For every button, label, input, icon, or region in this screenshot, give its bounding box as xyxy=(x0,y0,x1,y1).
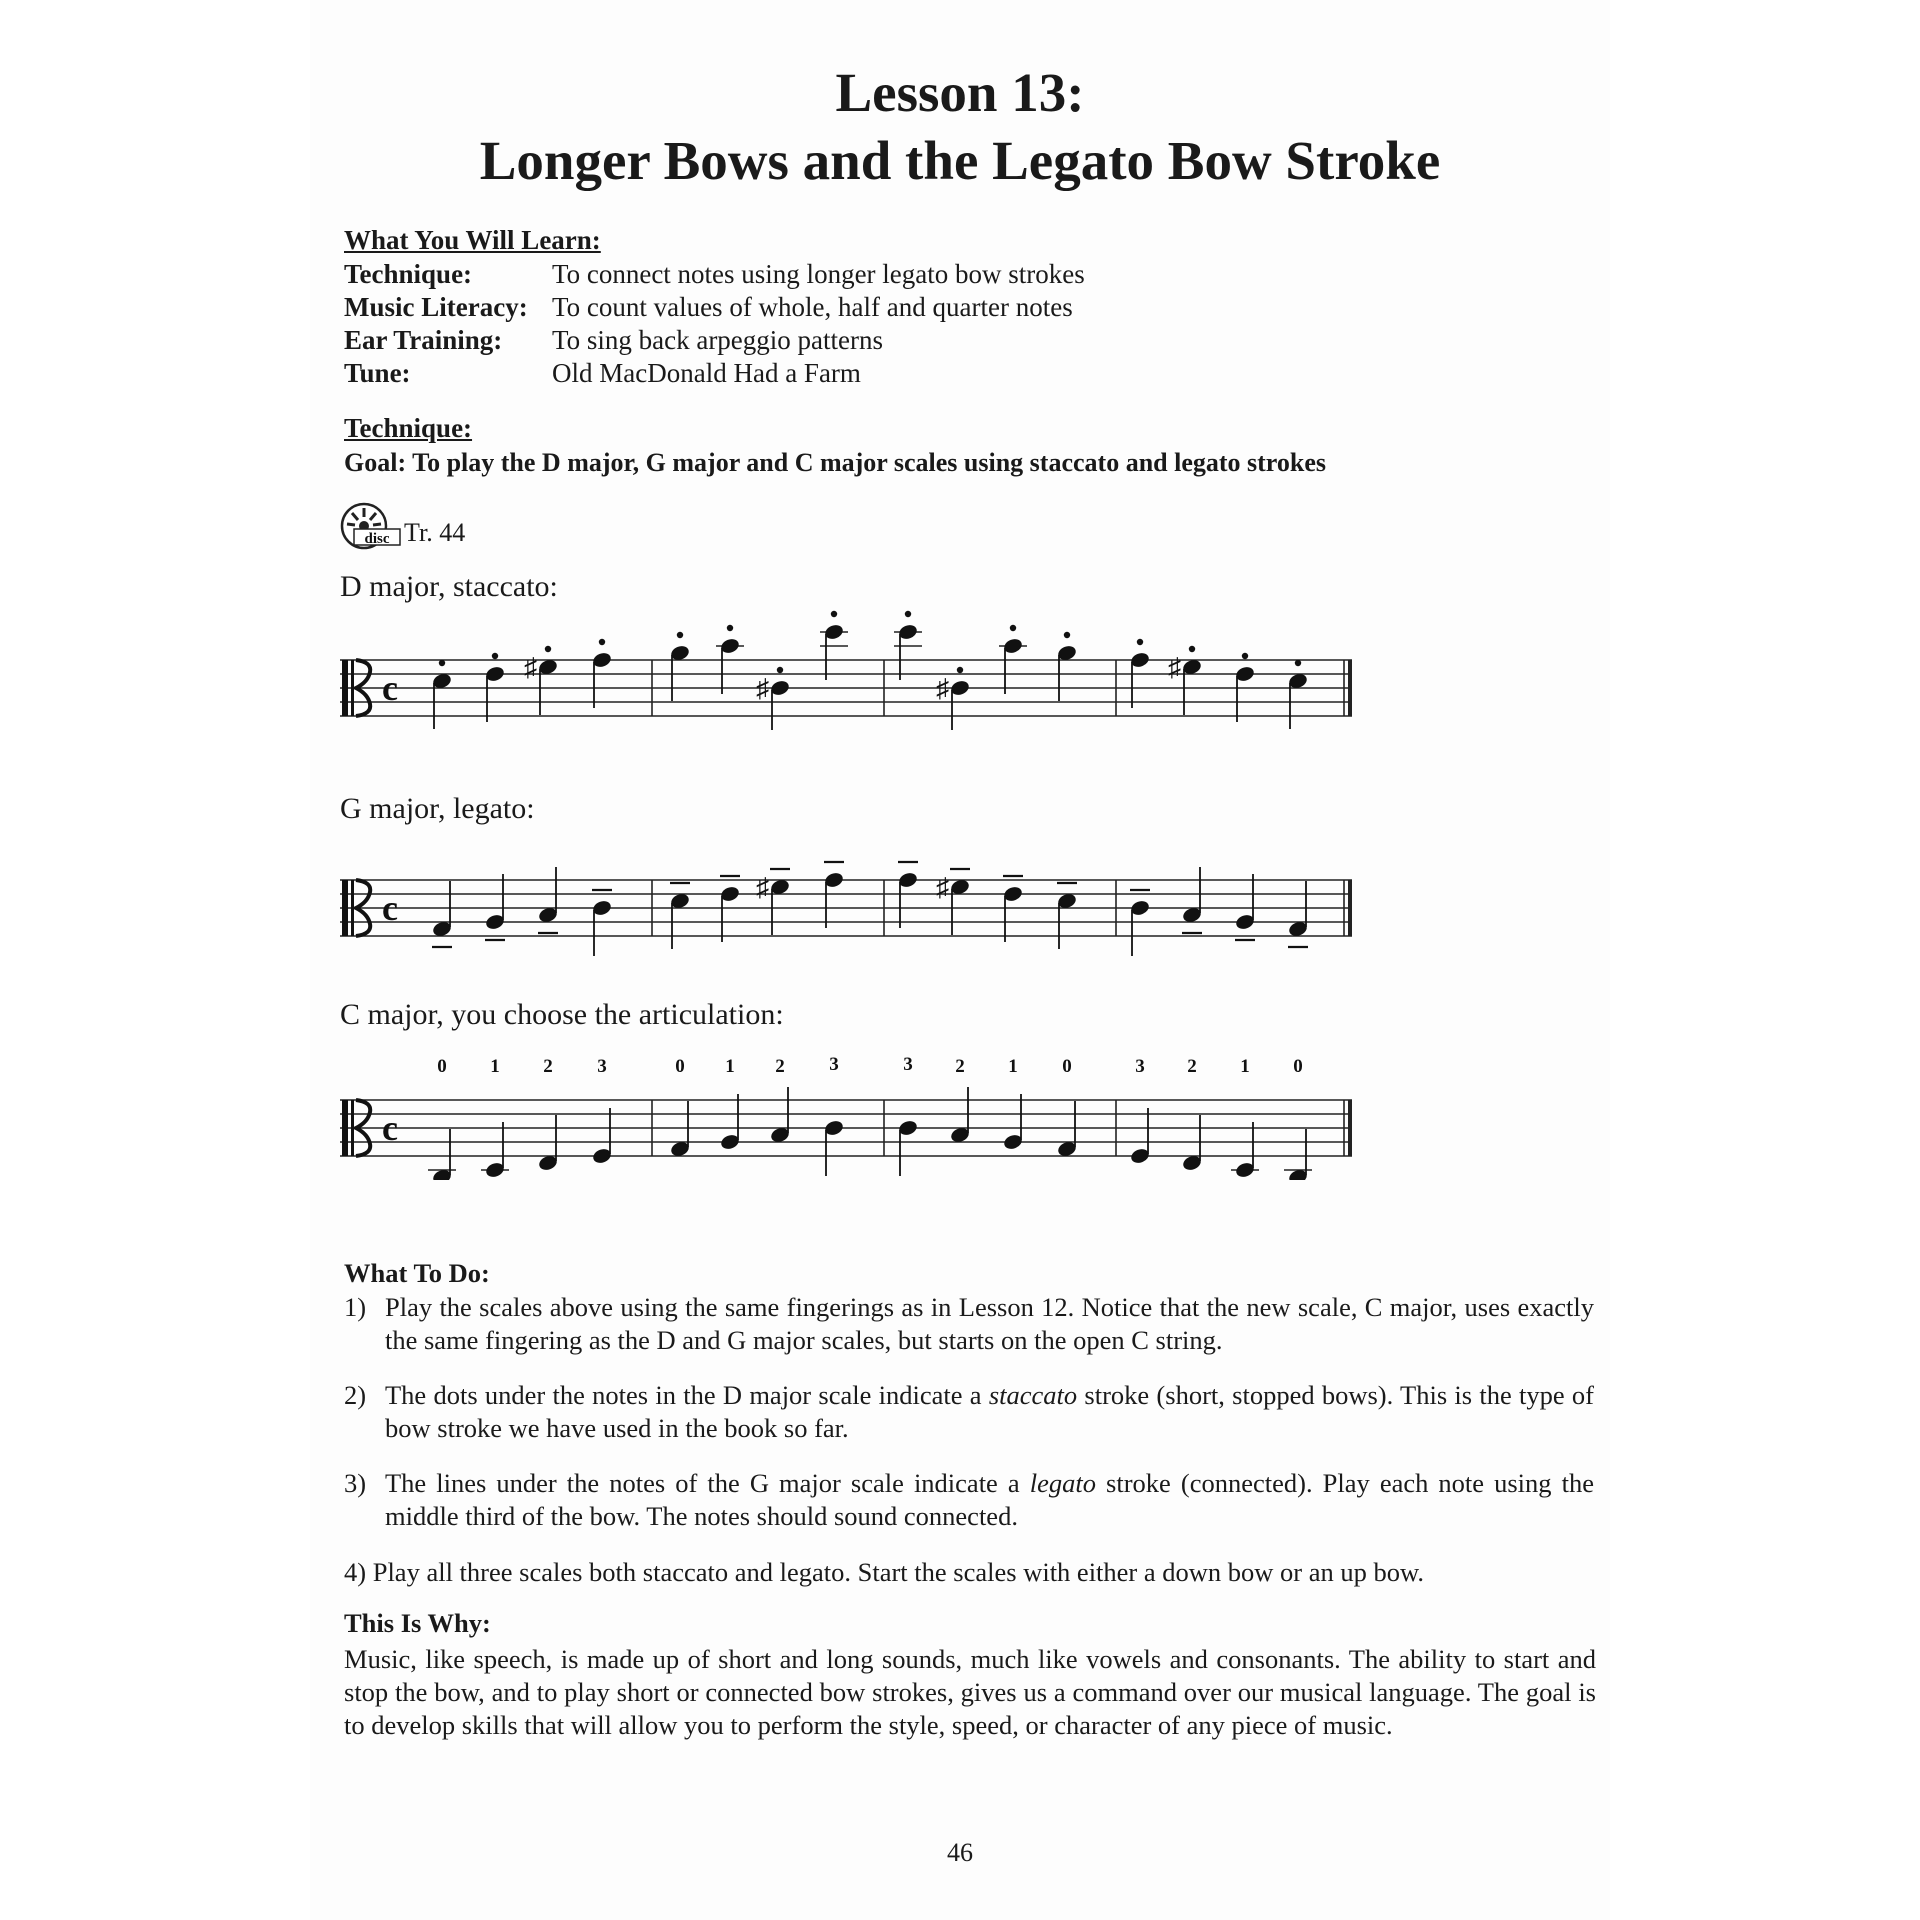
learn-heading: What You Will Learn: xyxy=(344,225,601,255)
sharp-icon: ♯ xyxy=(756,674,769,703)
staccato-dot xyxy=(957,667,963,673)
learn-label: Tune: xyxy=(344,358,411,388)
item-emphasis: legato xyxy=(1029,1468,1096,1498)
learn-value: To count values of whole, half and quarter notes xyxy=(552,292,1073,322)
staff-g-major xyxy=(340,820,1610,960)
staccato-dot xyxy=(1295,660,1301,666)
disc-logo-text: disc xyxy=(364,531,390,547)
fingering-number: 0 xyxy=(675,1056,685,1077)
common-time-icon: c xyxy=(382,1108,398,1148)
staccato-dot xyxy=(599,639,605,645)
technique-goal: Goal: To play the D major, G major and C major scales using staccato and legato strokes xyxy=(344,448,1326,477)
item-text: stroke (short, stopped bows). This is the type of bow stroke we have used in the book so far. xyxy=(385,1380,1594,1443)
disc-icon xyxy=(340,500,404,550)
fingering-number: 2 xyxy=(955,1056,965,1077)
staccato-dot xyxy=(1064,632,1070,638)
fingering-number: 2 xyxy=(775,1056,785,1077)
learn-value: To connect notes using longer legato bow strokes xyxy=(552,259,1085,289)
instruction-item xyxy=(344,1379,1594,1445)
fingering-number: 2 xyxy=(1187,1056,1197,1077)
sharp-icon: ♯ xyxy=(936,873,949,902)
fingering-number: 0 xyxy=(1293,1056,1303,1077)
lesson-title: Longer Bows and the Legato Bow Stroke xyxy=(479,130,1441,191)
why-text: Music, like speech, is made up of short and long sounds, much like vowels and consonants. The ability to start and stop the bow, and to play short or connected bow strokes, gives us a command over our musical language. The goal is to develop skills that will allow you to perform the style, speed, or character of any piece of music. xyxy=(344,1644,1596,1740)
staff-label-d-major: D major, staccato: xyxy=(340,570,558,603)
staff-label-c-major: C major, you choose the articulation: xyxy=(340,998,784,1031)
item-number: 1) xyxy=(344,1292,367,1322)
staff-label-g-major: G major, legato: xyxy=(340,792,535,825)
sharp-icon: ♯ xyxy=(524,653,537,682)
track-label: Tr. 44 xyxy=(404,518,466,547)
staccato-dot xyxy=(1137,639,1143,645)
lesson-number: Lesson 13: xyxy=(835,62,1085,123)
lesson-page xyxy=(310,0,1610,1920)
why-heading: This Is Why: xyxy=(344,1608,491,1638)
item-text: stroke (connected). Play each note using the middle third of the bow. The notes should sound connected. xyxy=(385,1468,1594,1531)
technique-heading: Technique: xyxy=(344,413,473,443)
what-to-do-heading: What To Do: xyxy=(344,1258,490,1288)
common-time-icon: c xyxy=(382,888,398,928)
learn-label: Technique: xyxy=(344,259,473,289)
fingering-number: 1 xyxy=(725,1056,735,1077)
learn-label: Ear Training: xyxy=(344,325,503,355)
staccato-dot xyxy=(545,646,551,652)
fingering-number: 3 xyxy=(829,1054,839,1075)
disc-track-row xyxy=(340,500,540,550)
sharp-icon: ♯ xyxy=(756,873,769,902)
item-text: The dots under the notes in the D major scale indicate a xyxy=(385,1380,989,1410)
staccato-dot xyxy=(492,653,498,659)
sharp-icon: ♯ xyxy=(936,674,949,703)
staff-d-major xyxy=(340,600,1610,730)
page-number: 46 xyxy=(947,1838,973,1867)
item-number: 4) xyxy=(344,1557,367,1587)
fingering-number: 1 xyxy=(1008,1056,1018,1077)
fingering-number: 1 xyxy=(490,1056,500,1077)
fingering-number: 0 xyxy=(1062,1056,1072,1077)
instruction-item xyxy=(344,1556,1594,1589)
alto-clef-icon xyxy=(342,880,348,936)
staccato-dot xyxy=(439,660,445,666)
fingering-number: 2 xyxy=(543,1056,553,1077)
item-text: The lines under the notes of the G major scale indicate a xyxy=(385,1468,1030,1498)
alto-clef-icon xyxy=(342,660,348,716)
item-text: Play all three scales both staccato and legato. Start the scales with either a down bow or an up bow. xyxy=(372,1557,1425,1587)
fingering-number: 1 xyxy=(1240,1056,1250,1077)
instruction-item xyxy=(344,1291,1594,1357)
learn-label: Music Literacy: xyxy=(344,292,528,322)
staccato-dot xyxy=(1242,653,1248,659)
item-number: 3) xyxy=(344,1468,367,1498)
fingering-number: 3 xyxy=(597,1056,607,1077)
staccato-dot xyxy=(905,611,911,617)
item-emphasis: staccato xyxy=(988,1380,1078,1410)
learn-value: To sing back arpeggio patterns xyxy=(552,325,884,355)
staccato-dot xyxy=(777,667,783,673)
staccato-dot xyxy=(727,625,733,631)
staff-c-major xyxy=(340,1040,1610,1180)
instruction-item xyxy=(344,1467,1594,1533)
alto-clef-icon xyxy=(342,1100,348,1156)
fingering-number: 3 xyxy=(903,1054,913,1075)
sharp-icon: ♯ xyxy=(1168,653,1181,682)
fingering-number: 0 xyxy=(437,1056,447,1077)
staccato-dot xyxy=(1189,646,1195,652)
staccato-dot xyxy=(677,632,683,638)
staccato-dot xyxy=(831,611,837,617)
fingering-number: 3 xyxy=(1135,1056,1145,1077)
item-text: Play the scales above using the same fingerings as in Lesson 12. Notice that the new scale, C major, uses exactly the same fingering as the D and G major scales, but starts on the open C string. xyxy=(385,1292,1594,1355)
common-time-icon: c xyxy=(382,668,398,708)
learn-value: Old MacDonald Had a Farm xyxy=(552,358,861,388)
item-number: 2) xyxy=(344,1380,367,1410)
staccato-dot xyxy=(1010,625,1016,631)
